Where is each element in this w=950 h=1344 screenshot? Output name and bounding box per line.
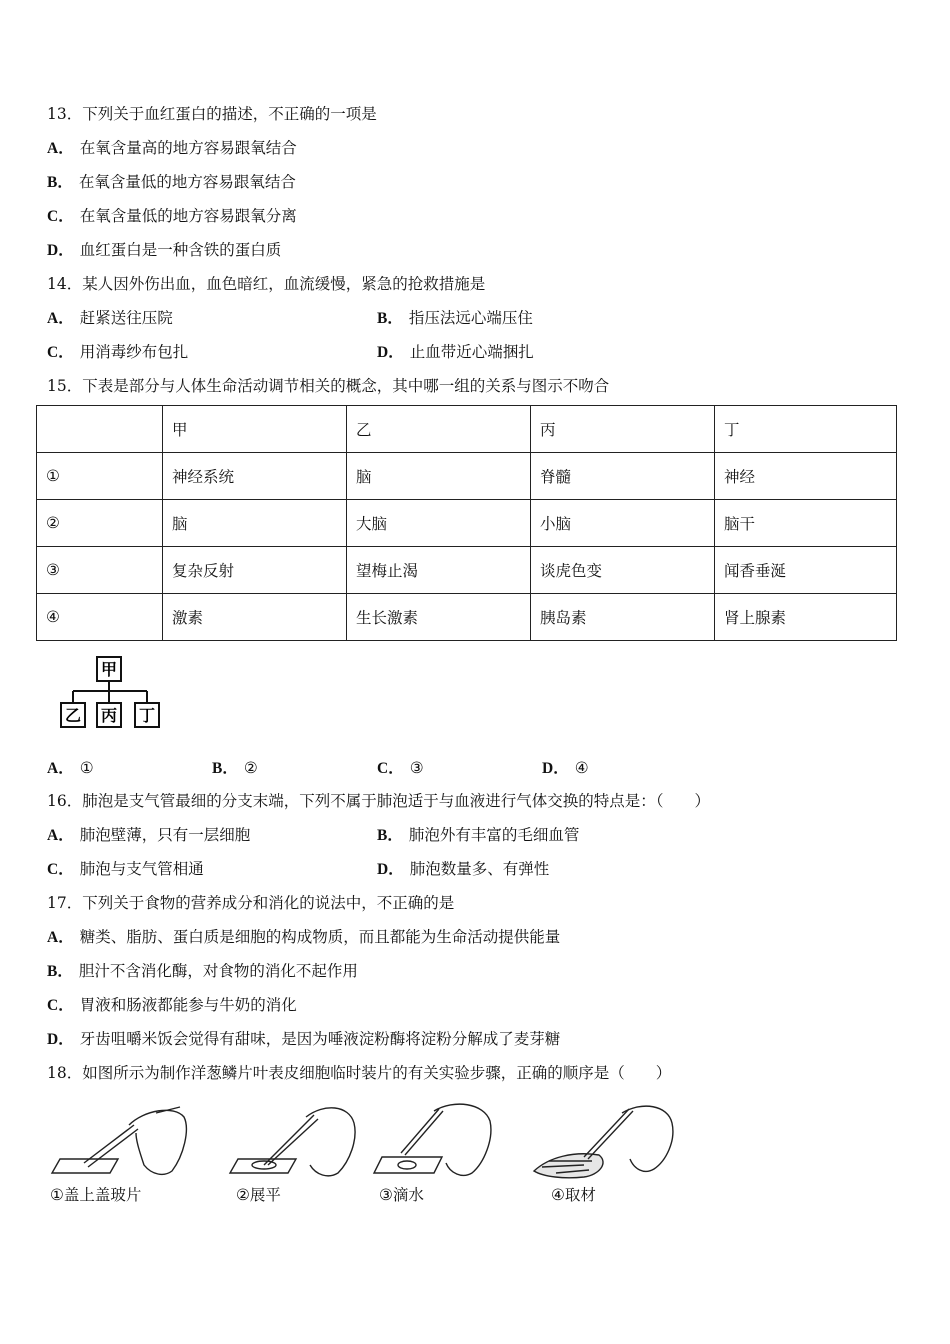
option-text: 赶紧送往压院 [79,309,173,327]
concept-table [36,405,897,641]
option-letter: C． [377,760,404,777]
option-text: ① [79,759,94,777]
option-letter: A． [47,929,74,946]
option-text: 糖类、脂肪、蛋白质是细胞的构成物质，而且都能为生命活动提供能量 [79,928,561,946]
q15-option-d[interactable] [542,756,589,778]
option-letter: D． [377,344,404,361]
q15-option-a[interactable] [47,756,94,778]
table-cell: 神经 [715,453,897,500]
diagram-label-child: 丙 [100,706,118,725]
table-cell: ② [37,500,163,547]
option-letter: A． [47,760,74,777]
table-cell: 胰岛素 [531,594,715,641]
q14-stem: 14．某人因外伤出血，血色暗红，血流缓慢，紧急的抢救措施是 [47,275,486,293]
option-text: 肺泡数量多、有弹性 [409,860,550,878]
table-cell: 生长激素 [347,594,531,641]
option-letter: B． [47,174,73,191]
table-cell: 丙 [531,406,715,453]
option-letter: A． [47,827,74,844]
q13-option-d[interactable] [47,238,281,260]
table-cell: 神经系统 [163,453,347,500]
table-cell: ③ [37,547,163,594]
option-text: 胆汁不含消化酶，对食物的消化不起作用 [78,962,358,980]
option-letter: D． [542,760,569,777]
table-cell: 脊髓 [531,453,715,500]
table-cell: 脑 [347,453,531,500]
table-row [37,500,897,547]
table-cell: 肾上腺素 [715,594,897,641]
table-cell: 脑 [163,500,347,547]
table-cell: ④ [37,594,163,641]
hierarchy-diagram [40,652,170,747]
option-letter: B． [47,963,73,980]
table-cell: 甲 [163,406,347,453]
table-cell: 复杂反射 [163,547,347,594]
q14-option-c[interactable] [47,340,188,362]
q16-option-d[interactable] [377,857,549,879]
option-letter: D． [377,861,404,878]
option-letter: B． [212,760,238,777]
table-cell: 乙 [347,406,531,453]
step-2-illustration [230,1108,355,1176]
table-cell: ① [37,453,163,500]
table-cell: 闻香垂涎 [715,547,897,594]
table-row [37,547,897,594]
option-text: 指压法远心端压住 [408,309,533,327]
q17-option-c[interactable] [47,993,297,1015]
step-label-take-material: ④取材 [551,1186,596,1204]
step-label-cover-slip: ①盖上盖玻片 [50,1186,142,1204]
q17-stem: 17．下列关于食物的营养成分和消化的说法中，不正确的是 [47,894,455,912]
option-letter: C． [47,344,74,361]
option-letter: B． [377,827,403,844]
option-text: 肺泡与支气管相通 [79,860,204,878]
step-1-illustration [52,1107,186,1174]
option-letter: A． [47,140,74,157]
q17-option-d[interactable] [47,1027,560,1049]
diagram-label-child: 乙 [64,706,82,725]
option-text: ④ [574,759,589,777]
option-text: 在氧含量高的地方容易跟氧结合 [79,139,297,157]
q16-option-b[interactable] [377,823,579,845]
q16-stem: 16．肺泡是支气管最细的分支末端，下列不属于肺泡适于与血液进行气体交换的特点是：（ ） [47,792,710,810]
table-cell: 激素 [163,594,347,641]
table-cell: 丁 [715,406,897,453]
option-text: 止血带近心端捆扎 [409,343,534,361]
q18-stem: 18．如图所示为制作洋葱鳞片叶表皮细胞临时装片的有关实验步骤，正确的顺序是（ ） [47,1064,672,1082]
table-cell [37,406,163,453]
option-letter: D． [47,1031,74,1048]
table-cell: 小脑 [531,500,715,547]
option-text: 肺泡外有丰富的毛细血管 [408,826,580,844]
q16-option-c[interactable] [47,857,204,879]
table-cell: 脑干 [715,500,897,547]
q14-option-d[interactable] [377,340,534,362]
diagram-label-child: 丁 [138,706,156,725]
table-cell: 大脑 [347,500,531,547]
option-text: 肺泡壁薄，只有一层细胞 [79,826,251,844]
step-label-spread: ②展平 [236,1186,281,1204]
option-letter: A． [47,310,74,327]
q17-option-a[interactable] [47,925,560,947]
step-label-drop-water: ③滴水 [379,1186,424,1204]
q13-option-b[interactable] [47,170,296,192]
table-row [37,594,897,641]
option-text: ③ [409,759,424,777]
table-cell: 谈虎色变 [531,547,715,594]
option-text: ② [243,759,258,777]
step-4-illustration [534,1106,673,1178]
option-letter: D． [47,242,74,259]
diagram-label-top: 甲 [100,660,118,679]
option-letter: C． [47,997,74,1014]
option-text: 用消毒纱布包扎 [79,343,189,361]
option-text: 胃液和肠液都能参与牛奶的消化 [79,996,297,1014]
step-3-illustration [374,1104,491,1175]
table-row [37,453,897,500]
option-letter: B． [377,310,403,327]
option-text: 血红蛋白是一种含铁的蛋白质 [79,241,282,259]
q17-option-b[interactable] [47,959,358,981]
q13-stem: 13．下列关于血红蛋白的描述，不正确的一项是 [47,105,377,123]
option-text: 牙齿咀嚼米饭会觉得有甜味，是因为唾液淀粉酶将淀粉分解成了麦芽糖 [79,1030,561,1048]
q13-option-a[interactable] [47,136,297,158]
q14-option-b[interactable] [377,306,533,328]
option-text: 在氧含量低的地方容易跟氧分离 [79,207,297,225]
option-text: 在氧含量低的地方容易跟氧结合 [78,173,296,191]
table-cell: 望梅止渴 [347,547,531,594]
q13-option-c[interactable] [47,204,297,226]
q16-option-a[interactable] [47,823,250,845]
q15-stem: 15．下表是部分与人体生命活动调节相关的概念，其中哪一组的关系与图示不吻合 [47,377,610,395]
q15-option-b[interactable] [212,756,258,778]
option-letter: C． [47,208,74,225]
q15-option-c[interactable] [377,756,424,778]
q14-option-a[interactable] [47,306,173,328]
table-header-row [37,406,897,453]
option-letter: C． [47,861,74,878]
